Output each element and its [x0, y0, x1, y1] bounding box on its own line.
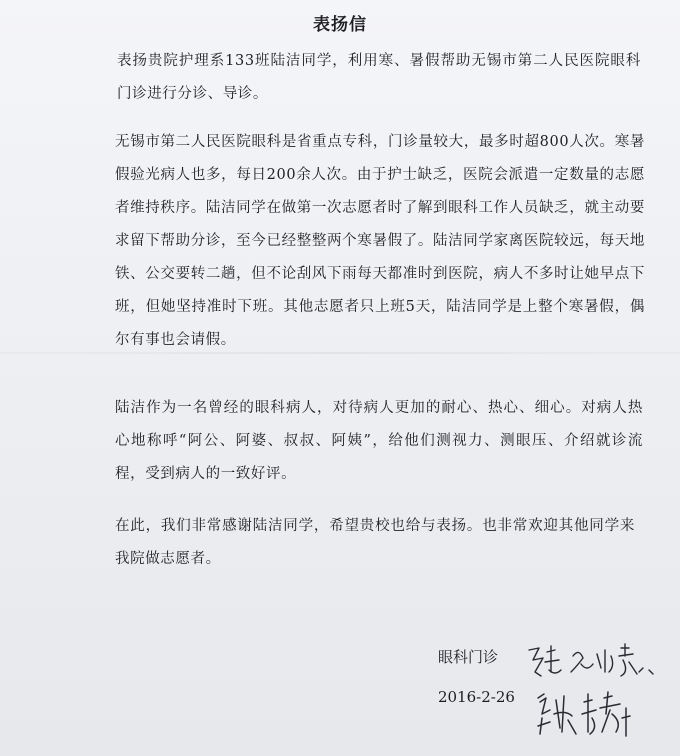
- letter-date: 2016-2-26: [438, 688, 515, 706]
- handwritten-signature-1: [525, 642, 665, 684]
- paragraph-thanks: 在此，我们非常感谢陆洁同学，希望贵校也给与表扬。也非常欢迎其他同学来我院做志愿者。: [115, 518, 635, 567]
- paragraph-intro: 表扬贵院护理系133班陆洁同学，利用寒、暑假帮助无锡市第二人民医院眼科门诊进行分诊、导诊。: [117, 53, 641, 102]
- signing-department: 眼科门诊: [438, 648, 499, 666]
- paragraph-details: 无锡市第二人民医院眼科是省重点专科，门诊量较大，最多时超800人次。寒暑假验光病人也多，每日200余人次。由于护士缺乏，医院会派遣一定数量的志愿者维持秩序。陆洁同学在做第一次志愿者时了解到眼科工作人员缺乏，就主动要求留下帮助分诊，至今已经整整两个寒暑假了。陆洁同学家离医院较远，每天地铁、公交要转二趟，但不论刮风下雨每天都准时到医院，病人不多时让她早点下班，但她坚持准时下班。其他志愿者只上班5天，陆洁同学是上整个寒暑假，偶尔有事也会请假。: [115, 134, 645, 348]
- letter-title: 表扬信: [313, 15, 367, 35]
- handwritten-signature-2: [532, 688, 642, 740]
- paragraph-praise: 陆洁作为一名曾经的眼科病人，对待病人更加的耐心、热心、细心。对病人热心地称呼“阿公、阿婆、叔叔、阿姨”，给他们测视力、测眼压、介绍就诊流程，受到病人的一致好评。: [115, 400, 643, 482]
